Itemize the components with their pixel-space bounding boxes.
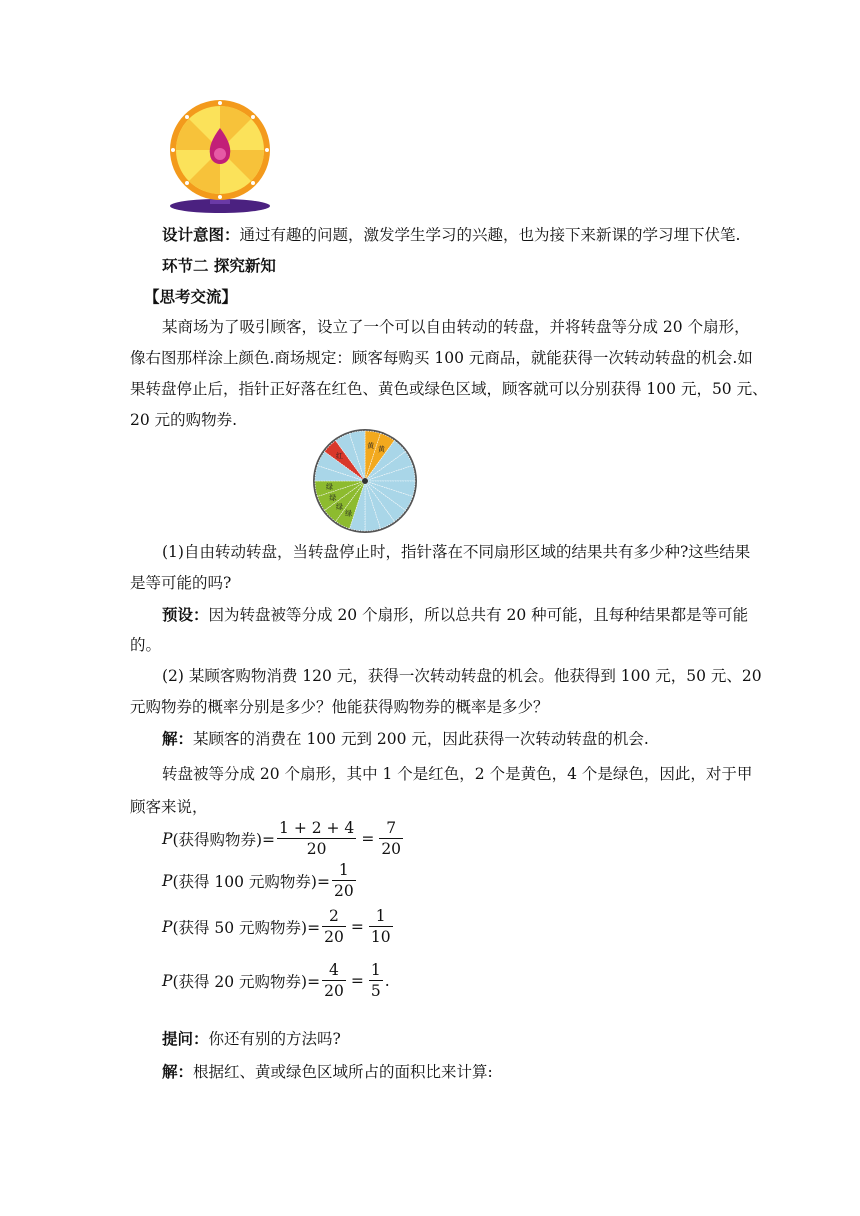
explain-line-2: 顾客来说， — [130, 798, 208, 816]
denominator: 20 — [306, 840, 327, 858]
fraction — [332, 860, 356, 901]
denominator: 20 — [324, 928, 344, 946]
solution-2-label: 解： — [162, 1062, 194, 1081]
equals-sign: = — [361, 829, 375, 848]
equals-sign: = — [350, 971, 364, 990]
denominator: 20 — [381, 840, 402, 858]
numerator: 7 — [379, 818, 403, 839]
formula-20 — [162, 960, 390, 1001]
formula-total — [162, 818, 405, 859]
intro-line-3: 果转盘停止后，指针正好落在红色、黄色或绿色区域，顾客就可以分别获得 100 元，50 元、 — [130, 380, 768, 398]
formula-p: P — [162, 917, 173, 936]
numerator: 1 + 2 + 4 — [279, 819, 355, 837]
formula-p: P — [162, 871, 173, 890]
spinner-label-green: 绿 — [329, 493, 337, 502]
design-intent-label: 设计意图： — [162, 225, 240, 244]
fraction — [322, 960, 346, 1001]
fraction — [369, 906, 393, 947]
equals-sign: = — [350, 917, 364, 936]
numerator: 4 — [322, 960, 346, 981]
design-intent-text: 通过有趣的问题，激发学生学习的兴趣，也为接下来新课的学习埋下伏笔. — [239, 226, 741, 244]
formula-event: (获得购物券)= — [172, 830, 276, 849]
denominator: 10 — [370, 928, 391, 946]
fraction — [379, 818, 403, 859]
fraction — [277, 818, 356, 859]
preset-text: 因为转盘被等分成 20 个扇形，所以总共有 20 种可能，且每种结果都是等可能 — [208, 606, 749, 624]
formula-event: (获得 20 元购物券)= — [172, 972, 321, 991]
spinner-label-yellow: 黄 — [367, 441, 375, 450]
spinner-label-yellow: 黄 — [377, 445, 385, 454]
design-intent-paragraph — [162, 219, 740, 251]
period: . — [384, 971, 390, 990]
question-label: 提问： — [162, 1029, 209, 1048]
preset-line-1 — [162, 599, 748, 631]
formula-event: (获得 100 元购物券)= — [172, 872, 330, 891]
formula-event: (获得 50 元购物券)= — [172, 918, 321, 937]
formula-p: P — [162, 971, 173, 990]
numerator: 1 — [332, 860, 356, 881]
think-title: 【思考交流】 — [144, 287, 238, 306]
numerator: 2 — [322, 906, 346, 927]
preset-label: 预设： — [162, 605, 209, 624]
question-prompt — [162, 1023, 341, 1055]
question-text: 你还有别的方法吗? — [208, 1030, 341, 1048]
spinner-label-green: 绿 — [345, 509, 353, 518]
spinner-label-green: 绿 — [325, 483, 333, 492]
numerator: 1 — [369, 906, 393, 927]
solution-2-text: 根据红、黄或绿色区域所占的面积比来计算: — [193, 1063, 493, 1081]
explain-line-1: 转盘被等分成 20 个扇形，其中 1 个是红色，2 个是黄色，4 个是绿色，因此，对于甲 — [162, 765, 753, 783]
question-1-line-1: (1)自由转动转盘，当转盘停止时，指针落在不同扇形区域的结果共有多少种?这些结果 — [162, 543, 751, 561]
question-2-line-2: 元购物券的概率分别是多少？他能获得购物券的概率是多少？ — [130, 698, 549, 716]
formula-50 — [162, 906, 395, 947]
solution-2 — [162, 1056, 493, 1088]
numerator: 1 — [370, 961, 381, 979]
intro-line-4: 20 元的购物券. — [130, 411, 238, 429]
spinner-label-red: 红 — [336, 452, 344, 461]
spinner-label-green: 绿 — [336, 502, 344, 511]
solution-1 — [162, 723, 649, 755]
denominator: 20 — [324, 982, 344, 1000]
intro-line-2: 像右图那样涂上颜色.商场规定：顾客每购买 100 元商品，就能获得一次转动转盘的机会.如 — [130, 349, 753, 367]
question-1-line-2: 是等可能的吗? — [130, 574, 232, 592]
section-title: 环节二 探究新知 — [162, 256, 276, 275]
solution-1-text: 某顾客的消费在 100 元到 200 元，因此获得一次转动转盘的机会. — [193, 730, 649, 748]
formula-p: P — [162, 829, 173, 848]
prize-wheel-illustration — [164, 100, 276, 216]
fraction — [322, 906, 346, 947]
question-2-line-1: (2) 某顾客购物消费 120 元，获得一次转动转盘的机会。他获得到 100 元，50 元、20 — [162, 667, 762, 685]
fraction — [369, 960, 383, 1001]
spinner-wheel — [312, 428, 418, 534]
denominator: 20 — [333, 882, 354, 900]
intro-line-1: 某商场为了吸引顾客，设立了一个可以自由转动的转盘，并将转盘等分成 20 个扇形， — [162, 318, 750, 336]
preset-line-2: 的。 — [130, 636, 162, 654]
formula-100 — [162, 860, 358, 901]
solution-1-label: 解： — [162, 729, 194, 748]
denominator: 5 — [370, 982, 381, 1000]
